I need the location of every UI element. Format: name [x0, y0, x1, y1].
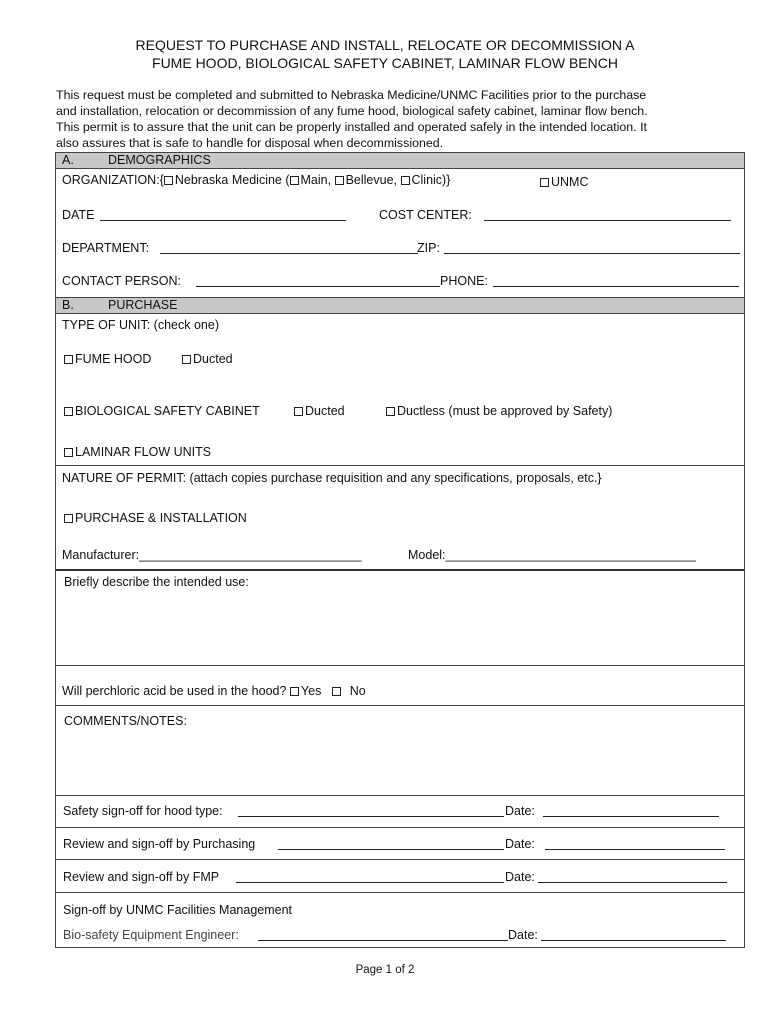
bsc-ducted-label: Ducted	[305, 404, 345, 418]
divider	[55, 665, 745, 666]
model-field[interactable]: Model:____________________________________	[408, 548, 696, 562]
bsc-ductless-label: Ductless (must be approved by Safety)	[397, 404, 613, 418]
unmc-label: UNMC	[551, 175, 589, 189]
fume-hood-ducted-label: Ducted	[193, 352, 233, 366]
perchloric-yes-label: Yes	[300, 684, 322, 698]
fmp-signoff-field[interactable]	[236, 882, 504, 883]
perchloric-yes-checkbox[interactable]	[290, 687, 299, 696]
perchloric-no-label: No	[349, 684, 366, 698]
contact-person-label: CONTACT PERSON:	[62, 274, 181, 288]
perchloric-question: Will perchloric acid be used in the hood?	[62, 684, 287, 698]
engineer-date-field[interactable]	[541, 940, 726, 941]
divider	[55, 859, 745, 860]
nebraska-medicine-checkbox[interactable]	[164, 176, 173, 185]
engineer-date-label: Date:	[508, 928, 538, 942]
divider	[55, 569, 745, 571]
clinic-checkbox[interactable]	[401, 176, 410, 185]
purchasing-signoff-field[interactable]	[278, 849, 504, 850]
divider	[55, 795, 745, 796]
intro-line-1: This request must be completed and submitted to Nebraska Medicine/UNMC Facilities prior to the purchase	[56, 88, 647, 102]
purchase-install-label: PURCHASE & INSTALLATION	[75, 511, 247, 525]
laminar-label: LAMINAR FLOW UNITS	[75, 445, 212, 459]
bsc-ducted-checkbox[interactable]	[294, 407, 303, 416]
safety-date-label: Date:	[505, 804, 535, 818]
bellevue-label: Bellevue,	[345, 173, 398, 187]
fume-hood-option	[64, 351, 151, 367]
fume-hood-label: FUME HOOD	[75, 352, 152, 366]
section-b-title: PURCHASE	[108, 298, 178, 312]
unmc-checkbox[interactable]	[540, 178, 549, 187]
laminar-option	[64, 444, 211, 460]
fume-hood-ducted-option	[182, 351, 233, 367]
organization-label: ORGANIZATION:{	[62, 173, 164, 187]
divider	[55, 705, 745, 706]
cost-center-label: COST CENTER:	[379, 208, 472, 222]
safety-date-field[interactable]	[543, 816, 719, 817]
fmp-date-label: Date:	[505, 870, 535, 884]
contact-person-field[interactable]	[196, 286, 440, 287]
form-title-line-2: FUME HOOD, BIOLOGICAL SAFETY CABINET, LAMINAR FLOW BENCH	[152, 55, 618, 71]
section-b-header	[55, 297, 745, 314]
nature-of-permit-label: NATURE OF PERMIT: (attach copies purchase requisition and any specifications, proposals, etc.}	[62, 471, 602, 485]
perchloric-row	[62, 683, 366, 699]
facilities-signoff-label: Sign-off by UNMC Facilities Management	[63, 903, 293, 917]
bsc-label: BIOLOGICAL SAFETY CABINET	[75, 404, 260, 418]
safety-signoff-field[interactable]	[238, 816, 504, 817]
page-number: Page 1 of 2	[355, 964, 415, 976]
divider	[55, 827, 745, 828]
comments-label: COMMENTS/NOTES:	[64, 714, 187, 728]
organization-row	[62, 172, 450, 188]
section-a-letter: A.	[62, 153, 74, 167]
main-checkbox[interactable]	[290, 176, 299, 185]
divider	[55, 892, 745, 893]
fume-hood-checkbox[interactable]	[64, 355, 73, 364]
unmc-option	[540, 174, 589, 190]
type-of-unit-label: TYPE OF UNIT: (check one)	[62, 318, 219, 332]
manufacturer-field[interactable]: Manufacturer:________________________________	[62, 548, 362, 562]
date-label: DATE	[62, 208, 95, 222]
fmp-date-field[interactable]	[538, 882, 727, 883]
purchase-install-option	[64, 510, 247, 526]
purchasing-date-label: Date:	[505, 837, 535, 851]
clinic-label: Clinic)}	[411, 173, 451, 187]
zip-label: ZIP:	[417, 241, 440, 255]
bsc-ductless-checkbox[interactable]	[386, 407, 395, 416]
purchase-install-checkbox[interactable]	[64, 514, 73, 523]
cost-center-field[interactable]	[484, 220, 731, 221]
intended-use-label: Briefly describe the intended use:	[64, 575, 249, 589]
form-title-line-1: REQUEST TO PURCHASE AND INSTALL, RELOCATE OR DECOMMISSION A	[135, 37, 635, 53]
purchasing-date-field[interactable]	[545, 849, 725, 850]
laminar-checkbox[interactable]	[64, 448, 73, 457]
section-a-header	[55, 152, 745, 169]
divider	[55, 465, 745, 466]
main-label: Main,	[300, 173, 332, 187]
department-label: DEPARTMENT:	[62, 241, 150, 255]
bsc-ducted-option	[294, 403, 345, 419]
bellevue-checkbox[interactable]	[335, 176, 344, 185]
date-field[interactable]	[100, 220, 346, 221]
section-b-letter: B.	[62, 298, 74, 312]
safety-signoff-label: Safety sign-off for hood type:	[63, 804, 223, 818]
phone-label: PHONE:	[440, 274, 488, 288]
nebraska-medicine-label: Nebraska Medicine (	[174, 173, 290, 187]
zip-field[interactable]	[444, 253, 740, 254]
fume-hood-ducted-checkbox[interactable]	[182, 355, 191, 364]
bsc-ductless-option	[386, 403, 612, 419]
bsc-checkbox[interactable]	[64, 407, 73, 416]
department-field[interactable]	[160, 253, 418, 254]
phone-field[interactable]	[493, 286, 739, 287]
intro-line-4: also assures that is safe to handle for disposal when decommissioned.	[56, 136, 444, 150]
perchloric-no-checkbox[interactable]	[332, 687, 341, 696]
engineer-label: Bio-safety Equipment Engineer:	[63, 928, 239, 942]
engineer-signoff-field[interactable]	[258, 940, 508, 941]
intro-line-3: This permit is to assure that the unit can be properly installed and operated safely in the intended location. It	[56, 120, 647, 134]
fmp-signoff-label: Review and sign-off by FMP	[63, 870, 220, 884]
section-a-title: DEMOGRAPHICS	[108, 153, 211, 167]
intro-line-2: and installation, relocation or decommission of any fume hood, biological safety cabinet, laminar flow bench.	[56, 104, 648, 118]
purchasing-signoff-label: Review and sign-off by Purchasing	[63, 837, 256, 851]
bsc-option	[64, 403, 260, 419]
